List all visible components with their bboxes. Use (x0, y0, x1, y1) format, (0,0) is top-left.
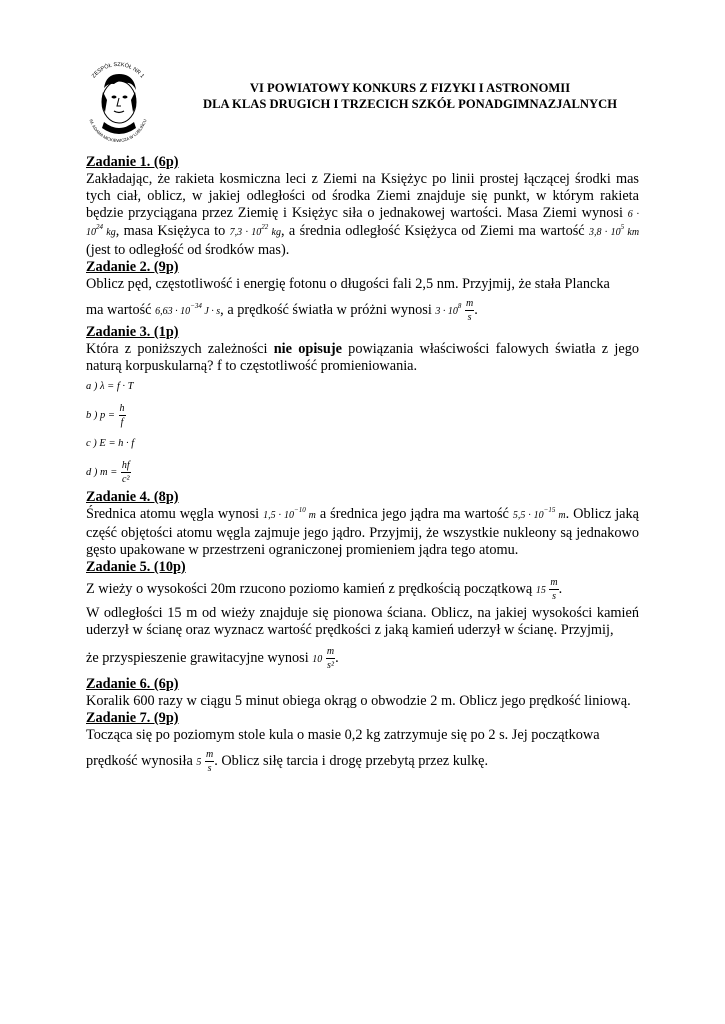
task-3-title: Zadanie 3. (1p) (86, 324, 179, 340)
option-b: b ) p = $\frac{h}{f}$ (86, 402, 125, 428)
task-7-text-2: prędkość wynosiła 5 $\frac{m}{s}$ . Oblicz siłę tarcia i drogę przebytą przez kulkę. (86, 749, 489, 774)
task-1-title: Zadanie 1. (6p) (86, 154, 179, 170)
task-6-title: Zadanie 6. (6p) (86, 676, 179, 692)
svg-text:ZESPÓŁ SZKÓŁ NR 1: ZESPÓŁ SZKÓŁ NR 1 (91, 61, 145, 80)
tasks-content (86, 154, 639, 775)
task-3-text: Która z poniższych zależności nie opisuje powiązania właściwości falowych światła z jego naturą korpuskularną? f to częstotliwość promieniowania. (86, 341, 640, 374)
moon-mass: $7,3 \cdot 10^{22}$ kg (229, 223, 281, 238)
option-d: d ) m = $\frac{hf}{\text{c²}}$ (86, 459, 130, 485)
header-line-1: VI POWIATOWY KONKURS Z FIZYKI I ASTRONOMII (249, 81, 571, 95)
task-2-title: Zadanie 2. (9p) (86, 259, 179, 275)
atom-diameter: $1,5 \cdot 10^{-10}$ m (263, 506, 316, 521)
task-7-title: Zadanie 7. (9p) (86, 710, 179, 726)
planck-constant: $6,63 \cdot 10^{-34}$ J · s (155, 301, 221, 317)
task-7-text: Tocząca się po poziomym stole kula o masie 0,2 kg zatrzymuje się po 2 s. Jej początkowa (86, 727, 600, 743)
option-a: a ) λ = f · T (86, 381, 134, 392)
svg-text:IM. ADAMA MICKIEWICZA W LUBLIŃ: IM. ADAMA MICKIEWICZA W LUBLIŃCU (88, 118, 148, 144)
task-5-text-3: że przyspieszenie grawitacyjne wynosi 10 $\frac{m}{\text{s²}}$ . (86, 646, 339, 671)
task-4-text: Średnica atomu węgla wynosi $1,5 \cdot 10^{-10}$ m a średnica jego jądra ma wartość $5,5 \cdot 10^{-15}$ m. Oblicz jaką część objętości atomu węgla zajmuje jego jądro. Przyjmij, że wszystkie nukleony są jednakowo gęsto upakowane w przestrzeni ograniczonej promieniem jądra tego atomu. (86, 506, 640, 558)
option-c: c ) E = h · f (86, 438, 135, 449)
header-line-2: DLA KLAS DRUGICH I TRZECICH SZKÓŁ PONADGIMNAZJALNYCH (202, 97, 618, 111)
task-6-text: Koralik 600 razy w ciągu 5 minut obiega okrąg o obwodzie 2 m. Oblicz jego prędkość liniową. (86, 693, 631, 709)
emphasis: nie opisuje (273, 341, 342, 357)
velocity-unit: $\frac{m}{s}$ (550, 577, 558, 602)
nucleus-diameter: $5,5 \cdot 10^{-15}$ m (512, 506, 566, 521)
task-5-text-2: W odległości 15 m od wieży znajduje się pionowa ściana. Oblicz, na jakiej wysokości kamień uderzył w ścianę oraz wyznacz wartość prędkości z jaką kamień uderzył w ścianę. Przyjmij, (86, 605, 639, 638)
task-5-title: Zadanie 5. (10p) (86, 559, 186, 575)
light-speed-unit: $\frac{m}{s}$ (465, 298, 474, 323)
light-speed: $3 \cdot 10^8$ (435, 301, 462, 317)
moon-distance: $3,8 \cdot 10^5$ km (589, 223, 640, 238)
school-logo (74, 52, 162, 148)
document-header (160, 80, 660, 112)
task-2-text-2: ma wartość $6,63 \cdot 10^{-34}$ J · s, a prędkość światła w próżni wynosi $3 \cdot 10^8$ $\frac{m}{s}$ . (86, 298, 478, 323)
gravity-unit: $\frac{m}{\text{s²}}$ (326, 646, 335, 671)
task-1-text: Zakładając, że rakieta kosmiczna leci z Ziemi na Księżyc po linii prostej łączącej środki mas tych ciał, oblicz, w jakiej odległości od środka Ziemi znajduje się punkt, w którym rakieta będzie przyciągana przez Ziemię i Księżyc siła o jednakowej wartości. Masa Ziemi wynosi $6 \cdot 10^{24}$ kg, masa Księżyca to $7,3 \cdot 10^{22}$ kg, a średnia odległość Księżyca od Ziemi ma wartość $3,8 \cdot 10^5$ km (jest to odległość od środków mas). (86, 171, 640, 258)
earth-mass: $6 \cdot 10^{24}$ kg (86, 209, 640, 238)
initial-velocity-unit: $\frac{m}{s}$ (205, 749, 214, 774)
task-5-text: Z wieży o wysokości 20m rzucono poziomo kamień z prędkością początkową 15 $\frac{m}{s}$ . (86, 577, 563, 602)
task-2-text: Oblicz pęd, częstotliwość i energię fotonu o długości fali 2,5 nm. Przyjmij, że stała Plancka (86, 276, 610, 292)
task-4-title: Zadanie 4. (8p) (86, 489, 179, 505)
